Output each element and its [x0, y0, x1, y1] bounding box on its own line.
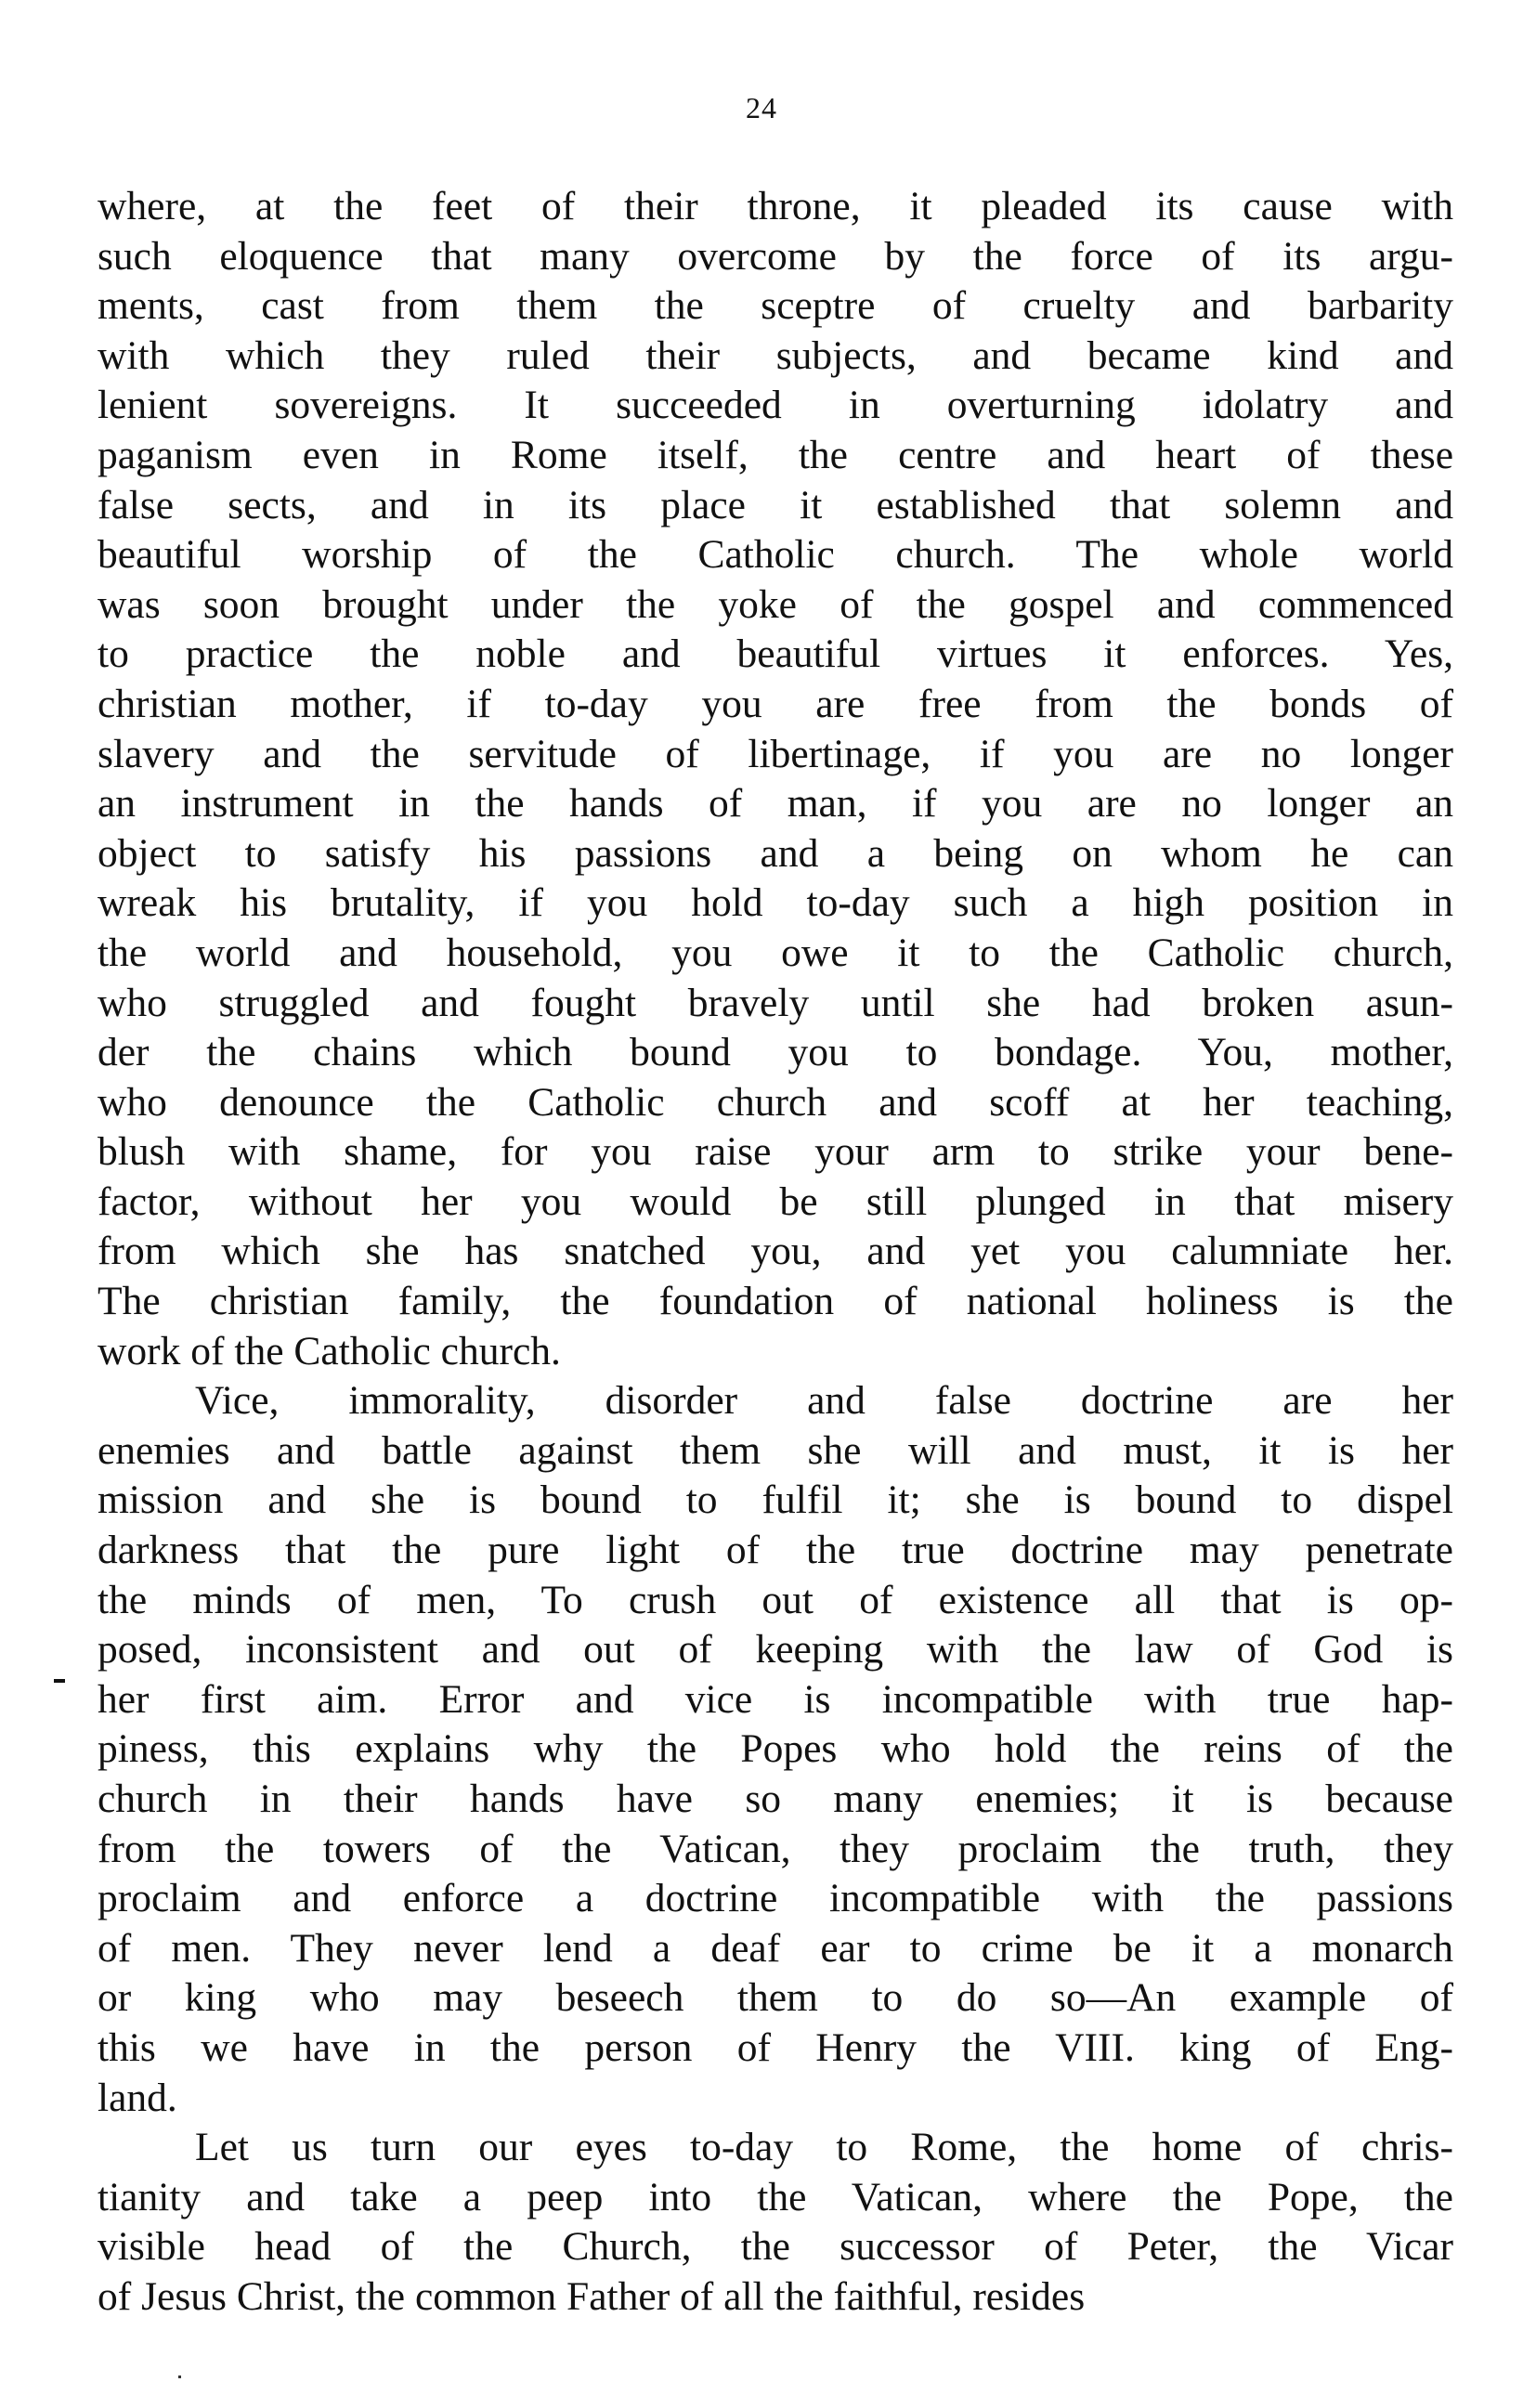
text-line: der the chains which bound you to bondage. You, mother, — [98, 1030, 1453, 1075]
text-line: where, at the feet of their throne, it pleaded its cause with — [98, 184, 1453, 228]
text-line: Let us turn our eyes to-day to Rome, the home of chris- — [195, 2125, 1453, 2170]
text-line: land. — [98, 2075, 177, 2120]
text-line: wreak his brutality, if you hold to-day such a high position in — [98, 880, 1453, 926]
text-line: work of the Catholic church. — [98, 1328, 561, 1373]
page-number: 24 — [746, 91, 777, 124]
text-line: paganism even in Rome itself, the centre and heart of these — [98, 432, 1453, 477]
text-line: darkness that the pure light of the true doctrine may penetrate — [98, 1528, 1453, 1573]
text-line: factor, without her you would be still plunged in that misery — [98, 1178, 1453, 1224]
text-line: Vice, immorality, disorder and false doctrine are her — [195, 1378, 1453, 1424]
text-line: of men. They never lend a deaf ear to crime be it a monarch — [98, 1925, 1453, 1971]
margin-dash-mark — [54, 1679, 65, 1683]
text-line: christian mother, if to-day you are free from the bonds of — [98, 681, 1453, 726]
text-line: with which they ruled their subjects, and became kind and — [98, 332, 1453, 378]
text-line: lenient sovereigns. It succeeded in overturning idolatry and — [98, 383, 1453, 428]
text-line: false sects, and in its place it established that solemn and — [98, 482, 1453, 527]
text-line: enemies and battle against them she will and must, it is her — [98, 1427, 1453, 1473]
text-line: mission and she is bound to fulfil it; she is bound to dispel — [98, 1477, 1453, 1523]
text-line: or king who may beseech them to do so—An example of — [98, 1975, 1453, 2021]
text-line: was soon brought under the yoke of the gospel and commenced — [98, 581, 1453, 627]
text-line: such eloquence that many overcome by the force of its argu- — [98, 233, 1453, 279]
text-line: an instrument in the hands of man, if you are no longer an — [98, 781, 1453, 827]
text-line: who struggled and fought bravely until she had broken asun- — [98, 980, 1453, 1025]
text-line: the world and household, you owe it to the Catholic church, — [98, 930, 1453, 975]
text-line: who denounce the Catholic church and scoff at her teaching, — [98, 1079, 1453, 1125]
ink-speck — [178, 2375, 181, 2378]
text-line: slavery and the servitude of libertinage, if you are no longer — [98, 731, 1453, 776]
text-line: ments, cast from them the sceptre of cruelty and barbarity — [98, 283, 1453, 329]
text-body — [98, 182, 1453, 2323]
text-line: from the towers of the Vatican, they proclaim the truth, they — [98, 1826, 1453, 1871]
text-line: church in their hands have so many enemies; it is because — [98, 1777, 1453, 1821]
text-line: this we have in the person of Henry the VIII. king of Eng- — [98, 2024, 1453, 2070]
text-line: blush with shame, for you raise your arm to strike your bene- — [98, 1129, 1453, 1175]
text-line: from which she has snatched you, and yet you calumniate her. — [98, 1229, 1453, 1274]
text-line: to practice the noble and beautiful virtues it enforces. Yes, — [98, 631, 1453, 677]
text-line: beautiful worship of the Catholic church. The whole world — [98, 532, 1453, 578]
text-line: the minds of men, To crush out of existence all that is op- — [98, 1577, 1453, 1622]
text-line: visible head of the Church, the successor of Peter, the Vicar — [98, 2224, 1453, 2270]
text-line: The christian family, the foundation of national holiness is the — [98, 1279, 1453, 1324]
text-line: posed, inconsistent and out of keeping with the law of God is — [98, 1627, 1453, 1673]
text-line: tianity and take a peep into the Vatican, where the Pope, the — [98, 2174, 1453, 2219]
text-line: of Jesus Christ, the common Father of all the faithful, resides — [98, 2273, 1086, 2319]
text-line: object to satisfy his passions and a being on whom he can — [98, 830, 1453, 876]
text-line: piness, this explains why the Popes who hold the reins of the — [98, 1726, 1453, 1772]
text-line: proclaim and enforce a doctrine incompatible with the passions — [98, 1876, 1453, 1921]
text-line: her first aim. Error and vice is incompatible with true hap- — [98, 1676, 1453, 1722]
